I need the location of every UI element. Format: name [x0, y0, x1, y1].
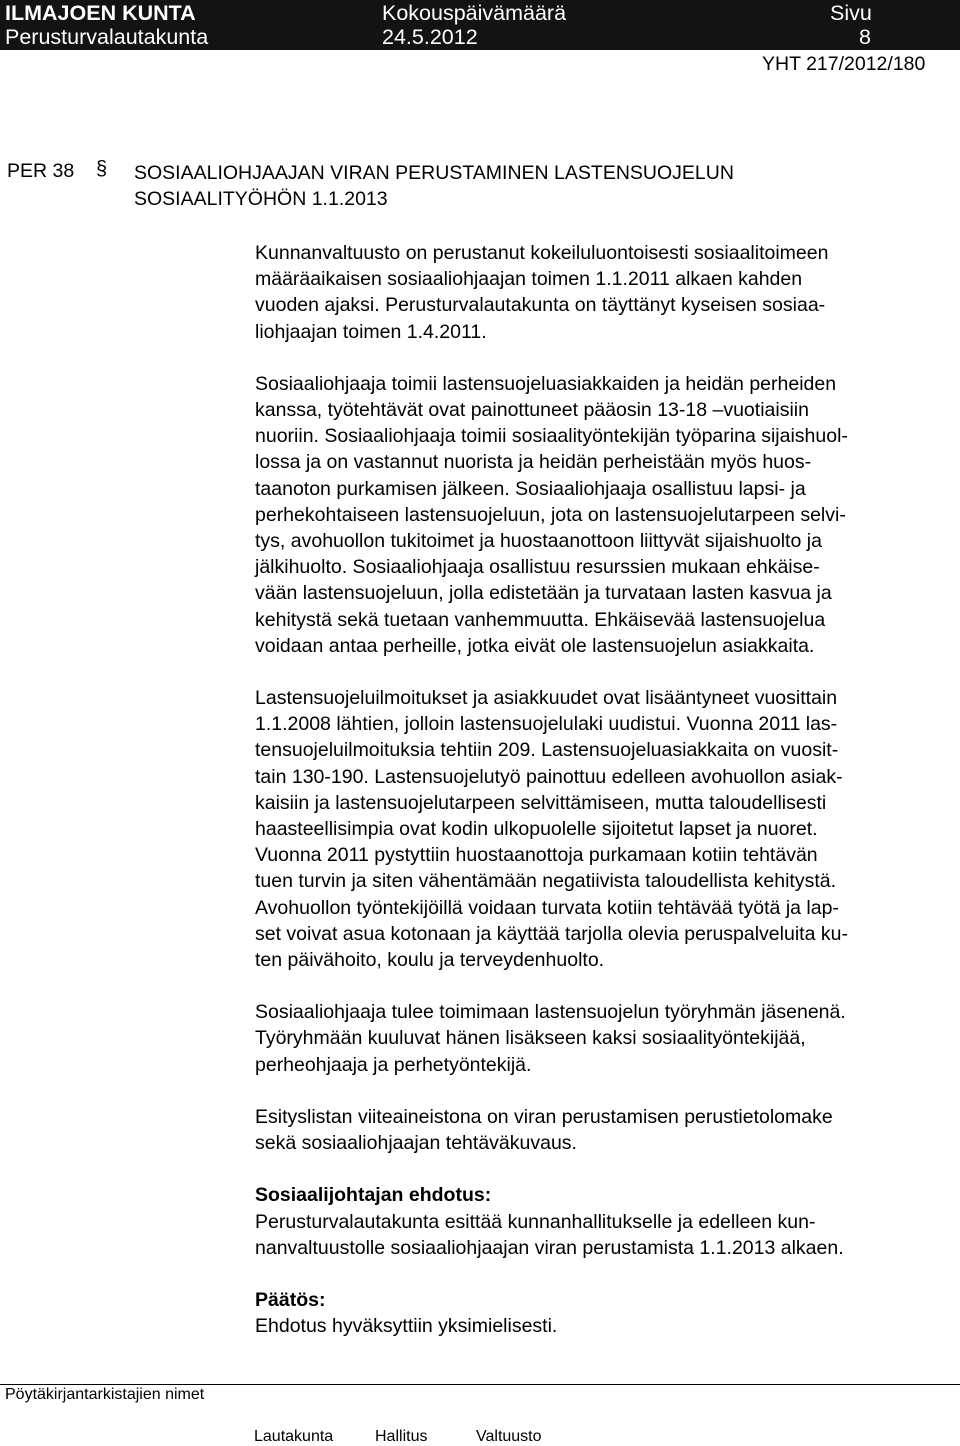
section-id: PER 38	[7, 160, 75, 182]
footer-government-label: Hallitus	[375, 1428, 428, 1445]
paragraph	[255, 999, 955, 1078]
organization-name: ILMAJOEN KUNTA	[5, 1, 196, 25]
section-title-line: SOSIAALITYÖHÖN 1.1.2013	[134, 188, 388, 210]
text-line: tuen turvin ja siten vähentämään negatiivista taloudellista kehitystä.	[255, 870, 837, 893]
footer-council-label: Valtuusto	[476, 1428, 542, 1445]
paragraph	[255, 371, 955, 659]
section-title-line: SOSIAALIOHJAAJAN VIRAN PERUSTAMINEN LASTENSUOJELUN	[134, 162, 734, 184]
text-line: taanoton purkamisen jälkeen. Sosiaaliohjaaja osallistuu lapsi- ja	[255, 477, 806, 500]
meeting-date-label: Kokouspäivämäärä	[382, 1, 567, 25]
board-name: Perusturvalautakunta	[5, 25, 209, 49]
decision-heading: Päätös:	[255, 1288, 326, 1311]
text-line: perhekohtaiseen lastensuojeluun, jota on lastensuojelutarpeen selvi-	[255, 503, 846, 526]
text-line: ten päivähoito, koulu ja terveydenhuolto.	[255, 949, 605, 972]
text-line: määräaikaisen sosiaaliohjaajan toimen 1.1.2011 alkaen kahden	[255, 268, 803, 291]
text-line: nuoriin. Sosiaaliohjaaja toimii sosiaalityöntekijän työparina sijaishuol-	[255, 425, 848, 448]
text-line: vään lastensuojeluun, jolla edistetään ja turvataan lasten kasvua ja	[255, 582, 832, 605]
text-line: set voivat asua kotonaan ja käyttää tarjolla olevia peruspalveluita ku-	[255, 922, 848, 945]
text-line: Kunnanvaltuusto on perustanut kokeiluluontoisesti sosiaalitoimeen	[255, 242, 829, 264]
text-line: perheohjaaja ja perhetyöntekijä.	[255, 1053, 532, 1076]
text-line: liohjaajan toimen 1.4.2011.	[255, 320, 487, 343]
document-body	[255, 240, 955, 1339]
case-number: YHT 217/2012/180	[762, 53, 926, 75]
footer-checkers-label: Pöytäkirjantarkistajien nimet	[5, 1386, 205, 1403]
text-line: Vuonna 2011 pystyttiin huostaanottoja purkamaan kotiin tehtävän	[255, 844, 818, 867]
text-line: haasteellisimpia ovat kodin ulkopuolelle sijoitetut lapset ja nuoret.	[255, 818, 818, 841]
text-line: kehitystä sekä tuetaan vanhemmuutta. Ehkäisevää lastensuojelua	[255, 608, 826, 631]
text-line: tain 130-190. Lastensuojelutyö painottuu edelleen avohuollon asiak-	[255, 765, 843, 788]
proposal-heading: Sosiaalijohtajan ehdotus:	[255, 1184, 492, 1207]
paragraph	[255, 1104, 955, 1156]
meeting-date: 24.5.2012	[382, 25, 478, 49]
footer-board-label: Lautakunta	[254, 1428, 334, 1445]
paragraph	[255, 685, 955, 973]
text-line: Työryhmään kuuluvat hänen lisäkseen kaksi sosiaalityöntekijää,	[255, 1027, 806, 1050]
text-line: Lastensuojeluilmoitukset ja asiakkuudet ovat lisääntyneet vuosittain	[255, 687, 838, 710]
decision-section	[255, 1287, 955, 1339]
section-title	[134, 160, 934, 212]
text-line: vuoden ajaksi. Perusturvalautakunta on täyttänyt kyseisen sosiaa-	[255, 294, 826, 317]
text-line: jälkihuolto. Sosiaaliohjaaja osallistuu resurssien mukaan ehkäise-	[255, 556, 820, 579]
text-line: nanvaltuustolle sosiaaliohjaajan viran perustamista 1.1.2013 alkaen.	[255, 1236, 844, 1259]
text-line: Sosiaaliohjaaja toimii lastensuojeluasiakkaiden ja heidän perheiden	[255, 372, 837, 395]
text-line: 1.1.2008 lähtien, jolloin lastensuojelulaki uudistui. Vuonna 2011 las-	[255, 713, 838, 736]
text-line: Perusturvalautakunta esittää kunnanhallitukselle ja edelleen kun-	[255, 1210, 816, 1233]
text-line: sekä sosiaaliohjaajan tehtäväkuvaus.	[255, 1132, 577, 1155]
text-line: tys, avohuollon tukitoimet ja huostaanottoon liittyvät sijaishuolto ja	[255, 530, 822, 553]
paragraph	[255, 240, 955, 345]
page-number: 8	[859, 25, 871, 49]
document-header	[0, 0, 960, 50]
text-line: Esityslistan viiteaineistona on viran perustamisen perustietolomake	[255, 1105, 833, 1128]
text-line: voidaan antaa perheille, jotka eivät ole lastensuojelun asiakkaita.	[255, 634, 815, 657]
page-label: Sivu	[830, 1, 872, 25]
text-line: Avohuollon työntekijöillä voidaan turvata kotiin tehtävää työtä ja lap-	[255, 896, 839, 919]
footer-divider	[0, 1384, 960, 1385]
section-symbol: §	[96, 158, 108, 180]
text-line: Sosiaaliohjaaja tulee toimimaan lastensuojelun työryhmän jäsenenä.	[255, 1001, 846, 1024]
text-line: Ehdotus hyväksyttiin yksimielisesti.	[255, 1315, 558, 1338]
proposal-section	[255, 1182, 955, 1261]
text-line: tensuojeluilmoituksia tehtiin 209. Lastensuojeluasiakkaita on vuosit-	[255, 739, 839, 762]
text-line: lossa ja on vastannut nuorista ja heidän perheistään myös huos-	[255, 451, 812, 474]
text-line: kanssa, työtehtävät ovat painottuneet pääosin 13-18 –vuotiaisiin	[255, 399, 809, 422]
text-line: kaisiin ja lastensuojelutarpeen selvittämiseen, mutta taloudellisesti	[255, 791, 827, 814]
